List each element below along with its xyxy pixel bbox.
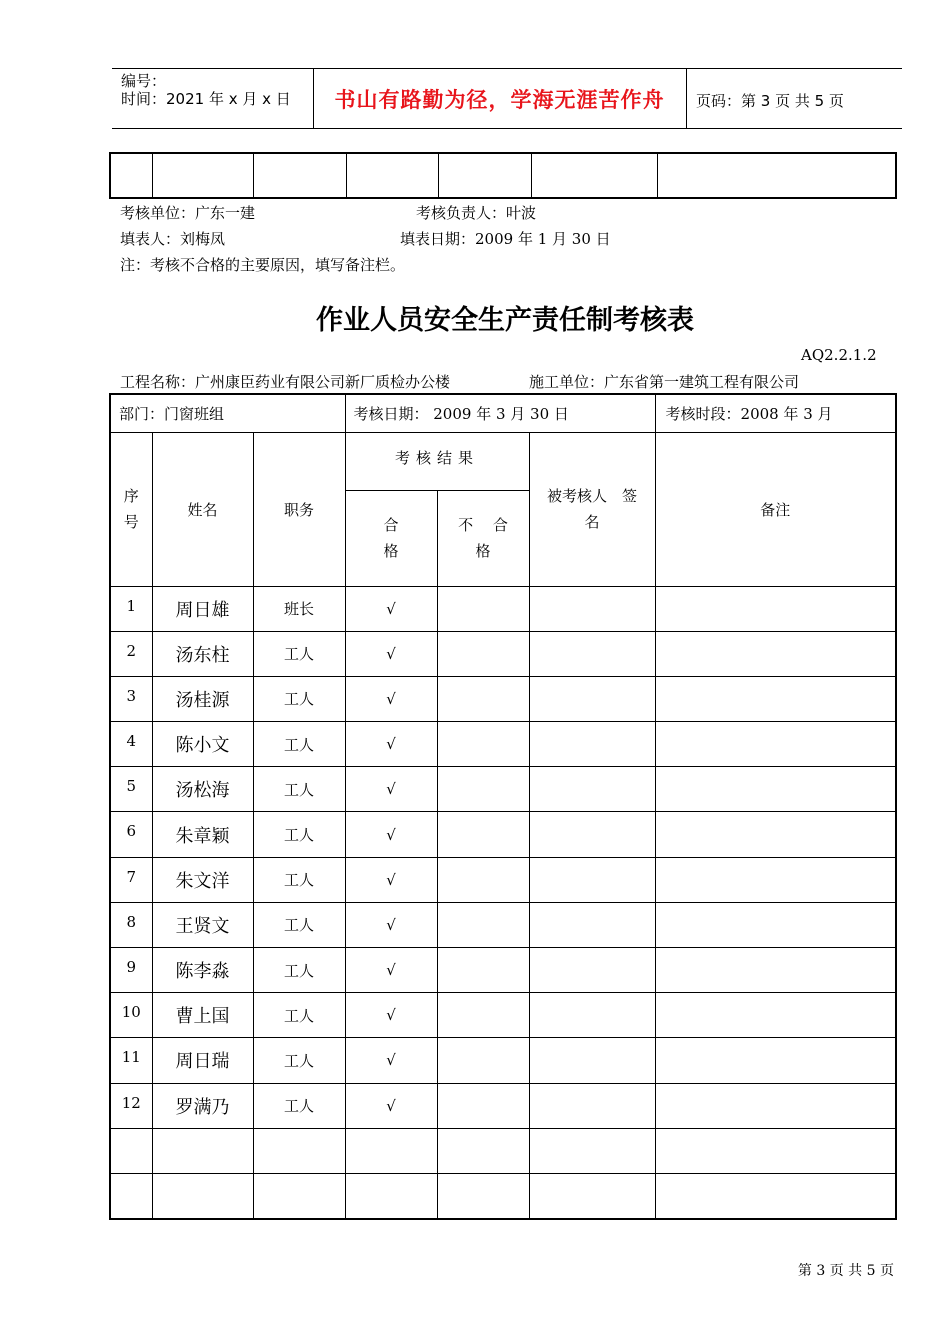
- header-sign-2: 名: [584, 513, 600, 531]
- cell-role: 工人: [253, 631, 345, 676]
- header-pass-2: 格: [383, 542, 399, 560]
- cell-role: 工人: [253, 1038, 345, 1083]
- cell-pass: √: [345, 586, 437, 631]
- cell-pass: √: [345, 857, 437, 902]
- cell-note: [655, 767, 896, 812]
- cell-sign: [529, 676, 655, 721]
- header-seq: [110, 432, 152, 586]
- cell-role: 工人: [253, 767, 345, 812]
- header-note: 备注: [655, 432, 896, 586]
- table-row: [110, 1173, 896, 1218]
- cell-fail: [437, 1038, 529, 1083]
- table-row: [110, 812, 896, 857]
- prev-filler: 填表人：刘梅凤: [120, 230, 226, 248]
- cell-fail: [437, 586, 529, 631]
- cell-fail: [437, 948, 529, 993]
- cell-role: 工人: [253, 676, 345, 721]
- project-name: 工程名称：广州康臣药业有限公司新厂质检办公楼: [120, 373, 451, 391]
- cell-seq: 3: [110, 676, 152, 721]
- header-fail-1: 不 合: [458, 516, 508, 534]
- cell-role: 工人: [253, 857, 345, 902]
- header-divider: [686, 68, 687, 128]
- cell-note: [655, 1038, 896, 1083]
- prev-unit: 考核单位：广东一建: [120, 204, 256, 222]
- cell-pass: √: [345, 1083, 437, 1128]
- header-page-label: 页码：第 3 页 共 5 页: [696, 92, 844, 110]
- cell-fail: [437, 676, 529, 721]
- table-body: [110, 586, 896, 1219]
- cell-pass: [345, 1173, 437, 1218]
- cell-role: 班长: [253, 586, 345, 631]
- cell-sign: [529, 1083, 655, 1128]
- cell-name: 罗满乃: [152, 1083, 253, 1128]
- cell-name: 陈小文: [152, 722, 253, 767]
- department-cell: 部门：门窗班组: [110, 394, 345, 432]
- cell-seq: 9: [110, 948, 152, 993]
- cell-role: 工人: [253, 993, 345, 1038]
- cell-sign: [529, 857, 655, 902]
- cell-pass: √: [345, 902, 437, 947]
- check-period-cell: 考核时段：2008 年 3 月: [655, 394, 896, 432]
- cell-role: [253, 1173, 345, 1218]
- cell-note: [655, 1128, 896, 1173]
- cell-fail: [437, 812, 529, 857]
- cell-fail: [437, 1083, 529, 1128]
- cell-name: 陈李淼: [152, 948, 253, 993]
- cell-sign: [529, 902, 655, 947]
- cell-name: [152, 1128, 253, 1173]
- header-fail: [437, 490, 529, 586]
- cell-note: [655, 586, 896, 631]
- cell-sign: [529, 586, 655, 631]
- cell-sign: [529, 1038, 655, 1083]
- cell-seq: 6: [110, 812, 152, 857]
- table-row: [110, 993, 896, 1038]
- table-row: [110, 631, 896, 676]
- cell-seq: 7: [110, 857, 152, 902]
- cell-role: [253, 1128, 345, 1173]
- cell-note: [655, 631, 896, 676]
- cell-fail: [437, 993, 529, 1038]
- footer-page: 第 3 页 共 5 页: [797, 1263, 894, 1279]
- cell-pass: √: [345, 948, 437, 993]
- cell-fail: [437, 631, 529, 676]
- previous-table-tail: [109, 152, 897, 199]
- cell-pass: √: [345, 676, 437, 721]
- cell-fail: [437, 902, 529, 947]
- cell-seq: 8: [110, 902, 152, 947]
- table-row: [110, 1083, 896, 1128]
- cell-role: 工人: [253, 902, 345, 947]
- cell-seq: 2: [110, 631, 152, 676]
- header-motto: 书山有路勤为径，学海无涯苦作舟: [334, 88, 665, 112]
- prev-note: 注：考核不合格的主要原因，填写备注栏。: [120, 256, 406, 274]
- cell-seq: [110, 1128, 152, 1173]
- cell-seq: 4: [110, 722, 152, 767]
- cell-fail: [437, 722, 529, 767]
- cell-pass: √: [345, 767, 437, 812]
- table-row: [110, 1128, 896, 1173]
- form-code: AQ2.2.1.2: [801, 346, 877, 364]
- table-row: [110, 857, 896, 902]
- header-pass: [345, 490, 437, 586]
- header-seq-2: 号: [123, 513, 139, 531]
- cell-sign: [529, 767, 655, 812]
- cell-pass: √: [345, 631, 437, 676]
- cell-note: [655, 1083, 896, 1128]
- cell-pass: √: [345, 722, 437, 767]
- cell-note: [655, 676, 896, 721]
- header-sign-1: 被考核人 签: [547, 487, 638, 505]
- header-role: 职务: [253, 432, 345, 586]
- cell-note: [655, 948, 896, 993]
- cell-pass: √: [345, 812, 437, 857]
- cell-seq: 5: [110, 767, 152, 812]
- cell-sign: [529, 812, 655, 857]
- cell-role: 工人: [253, 812, 345, 857]
- form-title: 作业人员安全生产责任制考核表: [316, 305, 694, 336]
- cell-seq: [110, 1173, 152, 1218]
- cell-seq: 10: [110, 993, 152, 1038]
- table-row: [110, 1038, 896, 1083]
- cell-name: 朱文洋: [152, 857, 253, 902]
- cell-name: 汤松海: [152, 767, 253, 812]
- cell-fail: [437, 1128, 529, 1173]
- table-row: [110, 767, 896, 812]
- cell-sign: [529, 993, 655, 1038]
- header-seq-1: 序: [123, 487, 139, 505]
- cell-name: 汤桂源: [152, 676, 253, 721]
- header-result: 考核结果: [345, 432, 529, 490]
- cell-sign: [529, 948, 655, 993]
- cell-role: 工人: [253, 722, 345, 767]
- cell-note: [655, 857, 896, 902]
- cell-name: 曹上国: [152, 993, 253, 1038]
- table-row: [110, 676, 896, 721]
- table-row: [110, 586, 896, 631]
- assessment-table: [109, 393, 897, 1220]
- cell-role: 工人: [253, 1083, 345, 1128]
- table-row: [110, 722, 896, 767]
- cell-fail: [437, 1173, 529, 1218]
- cell-pass: √: [345, 1038, 437, 1083]
- header-pass-1: 合: [383, 516, 399, 534]
- cell-pass: [345, 1128, 437, 1173]
- cell-fail: [437, 857, 529, 902]
- header-sign: [529, 432, 655, 586]
- cell-sign: [529, 1173, 655, 1218]
- cell-name: [152, 1173, 253, 1218]
- table-row: [110, 902, 896, 947]
- prev-fill-date: 填表日期：2009 年 1 月 30 日: [400, 230, 611, 248]
- cell-name: 周日雄: [152, 586, 253, 631]
- cell-note: [655, 812, 896, 857]
- cell-role: 工人: [253, 948, 345, 993]
- header-name: 姓名: [152, 432, 253, 586]
- header-date-label: 时间：2021 年 x 月 x 日: [121, 90, 291, 108]
- cell-note: [655, 993, 896, 1038]
- prev-leader: 考核负责人：叶波: [416, 204, 537, 222]
- cell-name: 朱章颖: [152, 812, 253, 857]
- contractor-name: 施工单位：广东省第一建筑工程有限公司: [529, 373, 800, 391]
- cell-name: 汤东柱: [152, 631, 253, 676]
- check-date-cell: 考核日期： 2009 年 3 月 30 日: [345, 394, 655, 432]
- cell-seq: 11: [110, 1038, 152, 1083]
- cell-name: 王贤文: [152, 902, 253, 947]
- cell-note: [655, 722, 896, 767]
- header-code-label: 编号：: [121, 72, 167, 90]
- cell-seq: 1: [110, 586, 152, 631]
- cell-pass: √: [345, 993, 437, 1038]
- cell-note: [655, 902, 896, 947]
- cell-fail: [437, 767, 529, 812]
- cell-sign: [529, 1128, 655, 1173]
- header-bottom-rule: [112, 128, 902, 129]
- table-row: [110, 948, 896, 993]
- cell-name: 周日瑞: [152, 1038, 253, 1083]
- header-top-rule: [112, 68, 902, 69]
- cell-seq: 12: [110, 1083, 152, 1128]
- header-fail-2: 格: [475, 542, 491, 560]
- cell-sign: [529, 722, 655, 767]
- cell-note: [655, 1173, 896, 1218]
- cell-sign: [529, 631, 655, 676]
